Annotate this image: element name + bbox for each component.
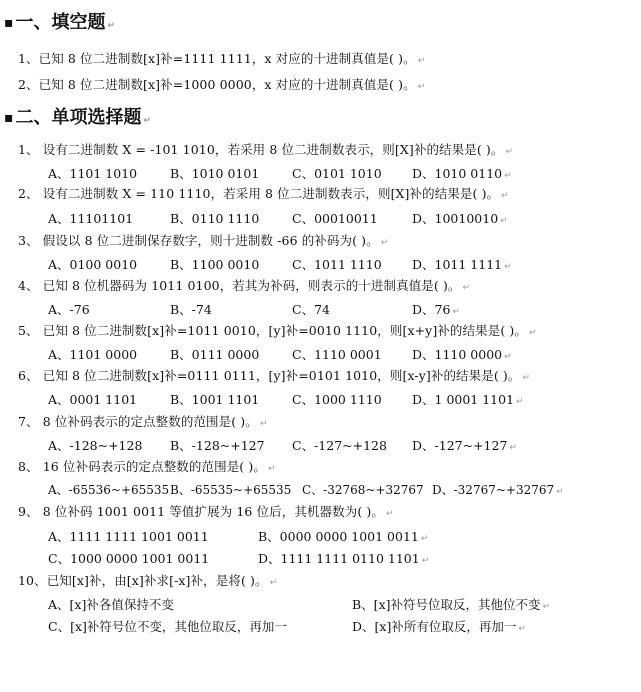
question-text: 6、 已知 8 位二进制数[x]补=0111 0111，[y]补=0101 1010，则[x-y]补的结果是( )。 [18, 368, 521, 383]
paragraph-mark: ↵ [259, 419, 268, 429]
paragraph-mark: ↵ [462, 283, 471, 293]
mc-question-9 [18, 502, 394, 520]
mc-question-5 [18, 321, 537, 339]
question-text: 2、已知 8 位二进制数[x]补=1000 0000，x 对应的十进制真值是( )。 [18, 77, 416, 92]
paragraph-mark: ↵ [452, 307, 460, 317]
option-b: B、1001 1101 [170, 392, 260, 407]
paragraph-mark: ↵ [542, 602, 551, 612]
option-d [352, 617, 526, 635]
option-text: D、1011 1111 [412, 257, 503, 272]
option-d [412, 255, 512, 273]
question-text: 4、 已知 8 位机器码为 1011 0100，若其为补码，则表示的十进制真值是( )。 [18, 278, 461, 293]
mc-question-3 [18, 231, 388, 249]
mc-question-7 [18, 412, 268, 430]
option-a: A、1111 1111 1001 0011 [48, 529, 209, 544]
question-text: 1、 设有二进制数 X = -101 1010，若采用 8 位二进制数表示，则[X]补的结果是( )。 [18, 142, 504, 157]
paragraph-mark: ↵ [500, 216, 508, 226]
option-text: D、76 [412, 302, 451, 317]
paragraph-mark: ↵ [505, 147, 514, 157]
paragraph-mark: ↵ [143, 116, 152, 126]
paragraph-mark: ↵ [417, 56, 426, 66]
paragraph-mark: ↵ [504, 262, 512, 272]
paragraph-mark: ↵ [516, 397, 524, 407]
paragraph-mark: ↵ [421, 556, 430, 566]
option-text: D、1110 0000 [412, 347, 503, 362]
paragraph-mark: ↵ [518, 624, 526, 634]
option-c: C、-32768~+32767 [302, 483, 424, 497]
option-b: B、-65535~+65535 [170, 483, 292, 497]
option-a: A、1101 1010 [48, 166, 138, 181]
option-b: B、-128~+127 [170, 438, 265, 453]
fill-question-2 [18, 75, 425, 93]
paragraph-mark: ↵ [420, 534, 429, 544]
option-c: C、1000 0000 1001 0011 [48, 551, 210, 566]
question-text: 1、已知 8 位二进制数[x]补=1111 1111，x 对应的十进制真值是( )。 [18, 51, 416, 66]
mc-question-1 [18, 140, 513, 158]
paragraph-mark: ↵ [107, 21, 116, 31]
option-text: D、[x]补所有位取反，再加一 [352, 619, 517, 634]
paragraph-mark: ↵ [556, 487, 564, 497]
option-c: C、1000 1110 [292, 392, 382, 407]
question-text: 9、 8 位补码 1001 0011 等值扩展为 16 位后，其机器数为( )。 [18, 504, 384, 519]
option-d [258, 549, 429, 567]
option-d [412, 390, 524, 408]
paragraph-mark: ↵ [385, 509, 394, 519]
option-b: B、1010 0101 [170, 166, 260, 181]
option-b [258, 527, 428, 545]
section-bullet: ▪ [4, 110, 14, 126]
mc-question-4 [18, 276, 470, 294]
section-bullet: ▪ [4, 15, 14, 31]
option-text: D、-127~+127 [412, 438, 508, 453]
option-d [412, 345, 512, 363]
option-d [412, 209, 508, 227]
option-c: C、-127~+128 [292, 438, 387, 453]
question-text: 3、 假设以 8 位二进制保存数字，则十进制数 -66 的补码为( )。 [18, 233, 379, 248]
option-text: B、[x]补符号位取反，其他位不变 [352, 597, 541, 612]
section-title: 一、填空题 [15, 12, 106, 33]
paragraph-mark: ↵ [528, 328, 537, 338]
section-title: 二、单项选择题 [15, 107, 142, 128]
paragraph-mark: ↵ [269, 578, 278, 588]
option-text: D、1111 1111 0110 1101 [258, 551, 420, 566]
option-b: B、-74 [170, 302, 212, 317]
option-text: D、-32767~+32767 [432, 483, 555, 497]
option-c: C、1110 0001 [292, 347, 382, 362]
mc-question-6 [18, 366, 530, 384]
paragraph-mark: ↵ [417, 82, 426, 92]
option-a: A、[x]补各值保持不变 [48, 597, 174, 612]
option-c: C、74 [292, 302, 330, 317]
option-a: A、11101101 [48, 211, 134, 226]
option-d [412, 164, 512, 182]
paragraph-mark: ↵ [522, 373, 531, 383]
option-d [432, 481, 564, 498]
paragraph-mark: ↵ [509, 443, 517, 453]
option-a: A、1101 0000 [48, 347, 138, 362]
option-b: B、0110 1110 [170, 211, 260, 226]
mc-question-2 [18, 184, 509, 202]
paragraph-mark: ↵ [380, 238, 389, 248]
option-d [412, 300, 460, 318]
option-text: D、1 0001 1101 [412, 392, 515, 407]
option-c: C、1011 1110 [292, 257, 382, 272]
mc-question-8 [18, 457, 276, 475]
question-text: 8、 16 位补码表示的定点整数的范围是( )。 [18, 459, 266, 474]
fill-question-1 [18, 49, 425, 67]
option-b: B、0111 0000 [170, 347, 260, 362]
option-a: A、-65536~+65535 [48, 483, 170, 497]
mc-question-10 [18, 571, 277, 589]
option-c: C、00010011 [292, 211, 378, 226]
section2-heading [4, 103, 151, 129]
option-a: A、0001 1101 [48, 392, 138, 407]
option-c: C、[x]补符号位不变，其他位取反，再加一 [48, 619, 287, 634]
question-text: 7、 8 位补码表示的定点整数的范围是( )。 [18, 414, 258, 429]
question-text: 5、 已知 8 位二进制数[x]补=1011 0010，[y]补=0010 1110，则[x+y]补的结果是( )。 [18, 323, 527, 338]
paragraph-mark: ↵ [504, 352, 512, 362]
option-a: A、-128~+128 [48, 438, 143, 453]
option-text: D、10010010 [412, 211, 499, 226]
option-d [412, 436, 517, 454]
question-text: 2、 设有二进制数 X = 110 1110，若采用 8 位二进制数表示，则[X]补的结果是( )。 [18, 186, 500, 201]
section1-heading [4, 8, 115, 34]
option-text: D、1010 0110 [412, 166, 503, 181]
option-a: A、-76 [48, 302, 90, 317]
option-a: A、0100 0010 [48, 257, 138, 272]
question-text: 10、已知[x]补，由[x]补求[-x]补，是将( )。 [18, 573, 268, 588]
option-c: C、0101 1010 [292, 166, 382, 181]
option-text: B、0000 0000 1001 0011 [258, 529, 419, 544]
paragraph-mark: ↵ [501, 191, 509, 201]
paragraph-mark: ↵ [504, 171, 512, 181]
option-b [352, 595, 550, 613]
option-b: B、1100 0010 [170, 257, 260, 272]
paragraph-mark: ↵ [267, 464, 276, 474]
